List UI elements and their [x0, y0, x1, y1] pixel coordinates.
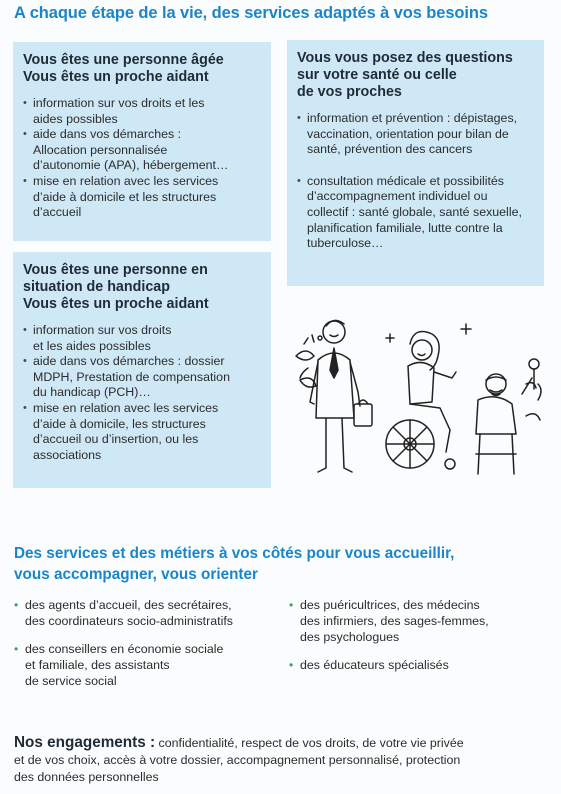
services-list-right	[289, 597, 549, 673]
heading-line: Vous êtes une personne en	[23, 262, 208, 278]
item-line: associations	[33, 447, 102, 462]
item-line: tuberculose…	[307, 236, 384, 251]
engagements-line: et de vos choix, accès à votre dossier, accompagnement personnalisé, protection	[14, 753, 461, 767]
item-line: planification familiale, lutte contre la	[307, 220, 503, 235]
item-line: de service social	[25, 674, 117, 688]
item-line: d’accueil	[33, 205, 82, 220]
item-line: d’accompagnement individuel ou	[307, 189, 488, 204]
people-illustration-icon	[290, 304, 546, 482]
item-line: aides possibles	[33, 111, 118, 126]
item-line: des puéricultrices, des médecins	[300, 598, 480, 612]
item-line: des psychologues	[300, 630, 400, 644]
list-item	[14, 641, 284, 689]
item-line: et les aides possibles	[33, 338, 151, 353]
item-line: des éducateurs spécialisés	[300, 658, 449, 672]
title-line: vous accompagner, vous orienter	[14, 566, 258, 583]
engagements-lead: Nos engagements :	[14, 734, 156, 751]
item-line: information sur vos droits	[33, 323, 172, 337]
list-item	[297, 111, 534, 158]
item-line: MDPH, Prestation de compensation	[33, 369, 230, 384]
heading-line: situation de handicap	[23, 279, 170, 295]
list-item	[289, 597, 549, 645]
list-item	[23, 96, 261, 127]
heading-line: Vous vous posez des questions	[297, 50, 513, 66]
box-handicap	[13, 252, 271, 488]
item-line: santé, prévention des cancers	[307, 142, 473, 157]
box-heading	[297, 50, 534, 101]
item-line: mise en relation avec les services	[33, 400, 219, 415]
item-line: d’aide à domicile et les structures	[33, 189, 217, 204]
box-sante	[287, 40, 544, 286]
item-line: information sur vos droits et les	[33, 96, 205, 110]
item-line: information et prévention : dépistages,	[307, 111, 518, 125]
heading-line: sur votre santé ou celle	[297, 67, 457, 83]
item-line: collectif : santé globale, santé sexuelle,	[307, 204, 522, 219]
heading-line: de vos proches	[297, 84, 402, 100]
item-line: d’aide à domicile, les structures	[33, 416, 206, 431]
services-title	[14, 543, 554, 585]
item-line: consultation médicale et possibilités	[307, 173, 504, 188]
item-line: vaccination, orientation pour bilan de	[307, 126, 509, 141]
list-item	[289, 657, 549, 673]
box-heading	[23, 52, 261, 86]
item-line: des conseillers en économie sociale	[25, 642, 224, 656]
item-line: aide dans vos démarches : dossier	[33, 354, 225, 369]
heading-line: Vous êtes une personne âgée	[23, 52, 224, 68]
item-line: aide dans vos démarches :	[33, 127, 182, 142]
box-list	[23, 96, 261, 221]
item-line: du handicap (PCH)…	[33, 385, 151, 400]
box-list	[23, 323, 261, 463]
page-title: A chaque étape de la vie, des services adaptés à vos besoins	[14, 4, 488, 22]
item-line: et familiale, des assistants	[25, 658, 170, 672]
item-line: des infirmiers, des sages-femmes,	[300, 614, 489, 628]
engagements-line: confidentialité, respect de vos droits, de votre vie privée	[155, 736, 464, 750]
item-line: d’accueil ou d’insertion, ou les	[33, 432, 199, 447]
item-line: des coordinateurs socio-administratifs	[25, 614, 233, 628]
engagements	[14, 734, 546, 786]
item-line: Allocation personnalisée	[33, 142, 168, 157]
heading-line: Vous êtes un proche aidant	[23, 69, 209, 85]
item-line: des agents d’accueil, des secrétaires,	[25, 598, 232, 612]
list-item	[23, 323, 261, 354]
box-personne-agee	[13, 42, 271, 241]
list-item	[23, 401, 261, 463]
item-line: mise en relation avec les services	[33, 173, 219, 188]
list-item	[297, 174, 534, 252]
list-item	[23, 127, 261, 174]
box-list	[297, 111, 534, 252]
engagements-line: des données personnelles	[14, 770, 159, 784]
list-item	[14, 597, 284, 629]
list-item	[23, 354, 261, 401]
services-list-left	[14, 597, 284, 689]
title-line: Des services et des métiers à vos côtés pour vous accueillir,	[14, 545, 455, 562]
heading-line: Vous êtes un proche aidant	[23, 296, 209, 312]
box-heading	[23, 262, 261, 313]
list-item	[23, 174, 261, 221]
item-line: d’autonomie (APA), hébergement…	[33, 158, 229, 173]
